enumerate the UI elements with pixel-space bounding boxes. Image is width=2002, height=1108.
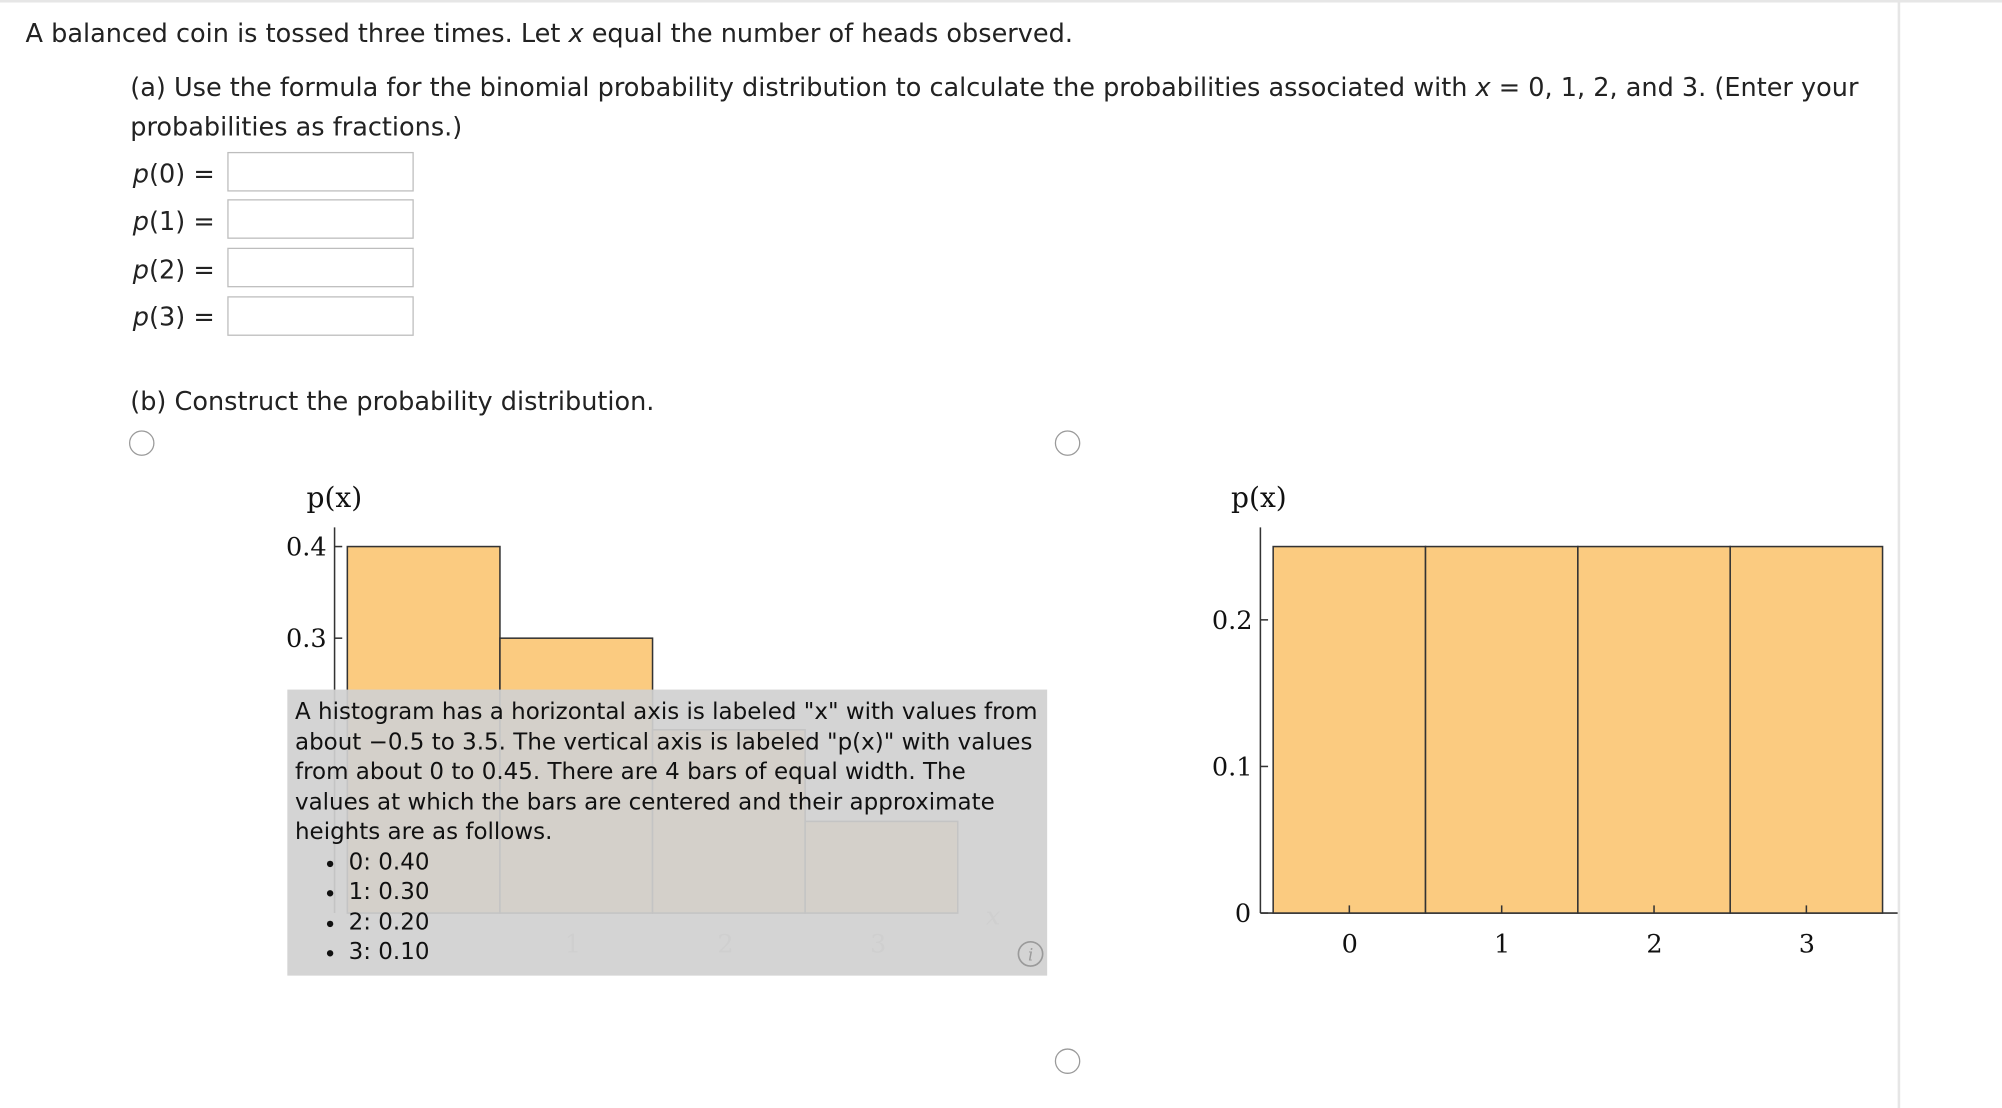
chart-a-ytick-label: 0.4 bbox=[286, 532, 327, 563]
overlay-description: A histogram has a horizontal axis is labeled "x" with values from about −0.5 to 3.5. The vertical axis is labeled "p(x)" with values from about 0 to 0.45. There are 4 bars of equal width. The values at which the bars are centered and their approximate heights are as follows. bbox=[294, 698, 1038, 846]
part-a-text: (a) Use the formula for the binomial probability distribution to calculate the probabilities associated with x = 0, 1, 2, and 3. (Enter your probabilities as fractions.) bbox=[130, 71, 1859, 142]
overlay-item-2: • 2: 0.20 bbox=[349, 907, 1040, 937]
chart-b-ylabel: p(x) bbox=[1231, 480, 1287, 514]
chart-a-ytick-label: 0.3 bbox=[286, 624, 327, 655]
chart-b-xtick-label: 0 bbox=[1341, 929, 1358, 960]
overlay-item-0: • 0: 0.40 bbox=[349, 847, 1040, 877]
chart-b-xtick-label: 2 bbox=[1646, 929, 1663, 960]
chart-b-ytick-label: 0 bbox=[1234, 898, 1252, 929]
info-icon[interactable] bbox=[1016, 940, 1047, 971]
p1-label: p(1) = bbox=[132, 205, 215, 237]
chart-b-ytick-label: 0.1 bbox=[1211, 752, 1253, 783]
chart-a-ylabel: p(x) bbox=[306, 480, 363, 514]
question-intro: A balanced coin is tossed three times. Let x equal the number of heads observed. bbox=[25, 17, 1073, 49]
overlay-item-3: • 3: 0.10 bbox=[349, 937, 1040, 967]
chart-description-overlay bbox=[287, 690, 1047, 976]
chart-b-xtick-label: 3 bbox=[1798, 929, 1815, 960]
part-b-text: (b) Construct the probability distribution. bbox=[130, 385, 655, 417]
overlay-list bbox=[295, 847, 1039, 967]
svg-text:i: i bbox=[1027, 945, 1034, 965]
p3-label: p(3) = bbox=[132, 301, 215, 333]
p2-label: p(2) = bbox=[132, 254, 215, 285]
overlay-item-1: • 1: 0.30 bbox=[349, 877, 1040, 907]
chart-b-xtick-label: 1 bbox=[1494, 929, 1511, 960]
p0-label: p(0) = bbox=[132, 158, 215, 189]
chart-b-ytick-label: 0.2 bbox=[1211, 605, 1253, 636]
